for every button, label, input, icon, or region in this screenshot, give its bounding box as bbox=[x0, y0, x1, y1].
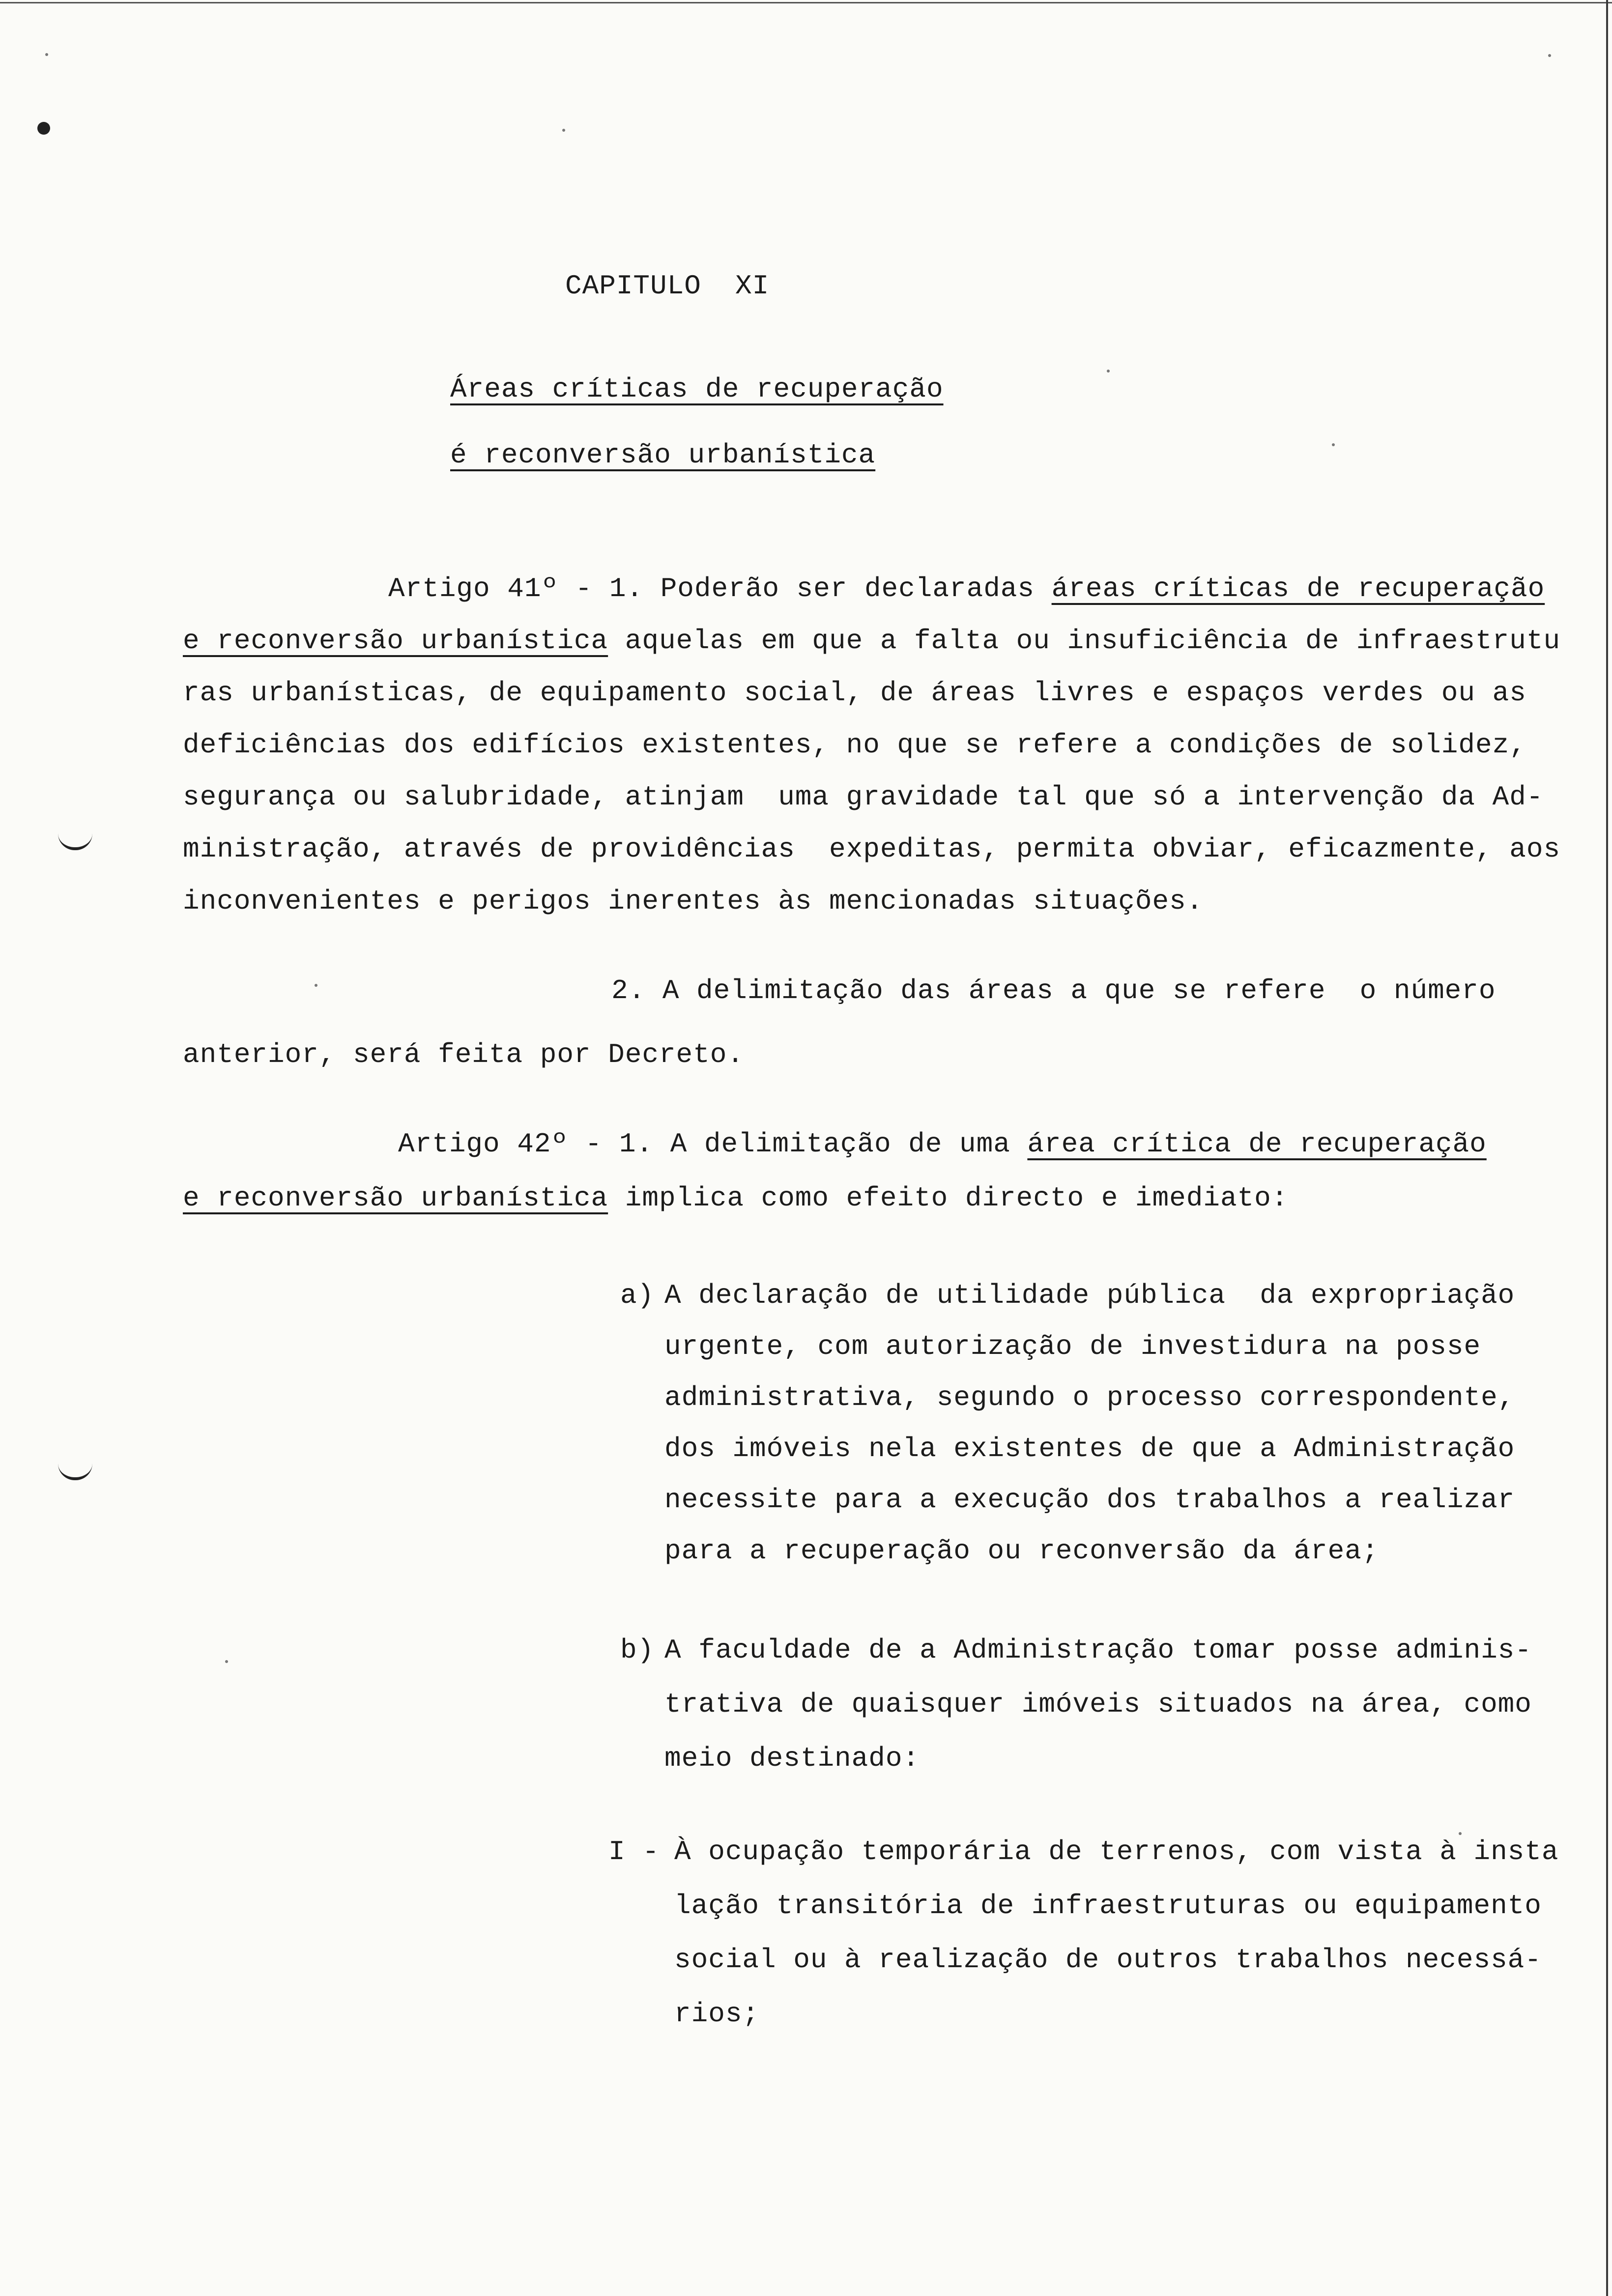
speck bbox=[1548, 54, 1551, 57]
item-i-marker: I - bbox=[608, 1836, 660, 1867]
article-41-line-5: segurança ou salubridade, atinjam uma gravidade tal que só a intervenção da Ad- bbox=[183, 781, 1544, 813]
article-41-heading: Artigo 41º - 1. Poderão ser declaradas bbox=[388, 573, 1052, 604]
article-41-line-3: ras urbanísticas, de equipamento social, de áreas livres e espaços verdes ou as bbox=[183, 677, 1526, 709]
chapter-subtitle-line-2: é reconversão urbanística bbox=[450, 439, 876, 471]
item-b-line-1: A faculdade de a Administração tomar posse adminis- bbox=[664, 1635, 1532, 1666]
article-42-heading: Artigo 42º - 1. A delimitação de uma bbox=[398, 1128, 1028, 1160]
article-41-line-7: inconvenientes e perigos inerentes às mencionadas situações. bbox=[183, 886, 1204, 917]
item-i-line-1: À ocupação temporária de terrenos, com vista à insta bbox=[674, 1836, 1559, 1867]
item-a-line-1: A declaração de utilidade pública da expropriação bbox=[664, 1280, 1515, 1311]
speck bbox=[315, 984, 317, 987]
item-a-line-4: dos imóveis nela existentes de que a Administração bbox=[664, 1433, 1515, 1464]
item-a-line-3: administrativa, segundo o processo correspondente, bbox=[664, 1382, 1515, 1413]
item-i-line-4: rios; bbox=[674, 1998, 760, 2030]
item-a-line-6: para a recuperação ou reconversão da área; bbox=[664, 1535, 1379, 1567]
speck bbox=[562, 129, 565, 132]
defined-term: e reconversão urbanística bbox=[183, 1182, 608, 1214]
item-i-line-2: lação transitória de infraestruturas ou equipamento bbox=[674, 1890, 1542, 1922]
speck bbox=[1332, 443, 1335, 446]
speck bbox=[45, 53, 48, 56]
article-41-p2-line-1: 2. A delimitação das áreas a que se refere o número bbox=[611, 975, 1496, 1006]
item-a-line-5: necessite para a execução dos trabalhos a realizar bbox=[664, 1484, 1515, 1516]
punch-hole bbox=[37, 122, 50, 135]
defined-term: e reconversão urbanística bbox=[183, 625, 608, 657]
margin-mark-2 bbox=[58, 1464, 92, 1480]
speck bbox=[1107, 370, 1110, 373]
article-41-line-6: ministração, através de providências expeditas, permita obviar, eficazmente, aos bbox=[183, 833, 1561, 865]
margin-mark-1 bbox=[58, 833, 92, 850]
chapter-subtitle-line-1: Áreas críticas de recuperação bbox=[450, 373, 944, 405]
item-a-marker: a) bbox=[620, 1280, 655, 1311]
defined-term: áreas críticas de recuperação bbox=[1051, 573, 1545, 604]
article-41-line-1 bbox=[388, 575, 1545, 603]
item-i-line-3: social ou à realização de outros trabalhos necessá- bbox=[674, 1944, 1542, 1976]
item-b-marker: b) bbox=[620, 1635, 655, 1666]
speck bbox=[225, 1660, 228, 1663]
item-b-line-3: meio destinado: bbox=[664, 1743, 920, 1774]
top-edge-rule bbox=[0, 2, 1612, 3]
article-41-line-4: deficiências dos edifícios existentes, no que se refere a condições de solidez, bbox=[183, 729, 1526, 761]
speck bbox=[1459, 1832, 1462, 1835]
article-41-p2-line-2: anterior, será feita por Decreto. bbox=[183, 1039, 744, 1070]
item-b-line-2: trativa de quaisquer imóveis situados na área, como bbox=[664, 1689, 1532, 1720]
article-42-line-2: e reconversão urbanística implica como efeito directo e imediato: bbox=[183, 1182, 1289, 1214]
right-edge-rule bbox=[1606, 0, 1608, 2296]
article-41-line-2: e reconversão urbanística aquelas em que a falta ou insuficiência de infraestrutu bbox=[183, 625, 1561, 657]
defined-term: área crítica de recuperação bbox=[1027, 1128, 1487, 1160]
article-42-line-1 bbox=[398, 1130, 1487, 1158]
chapter-title: CAPITULO XI bbox=[565, 270, 770, 302]
item-a-line-2: urgente, com autorização de investidura na posse bbox=[664, 1331, 1481, 1362]
